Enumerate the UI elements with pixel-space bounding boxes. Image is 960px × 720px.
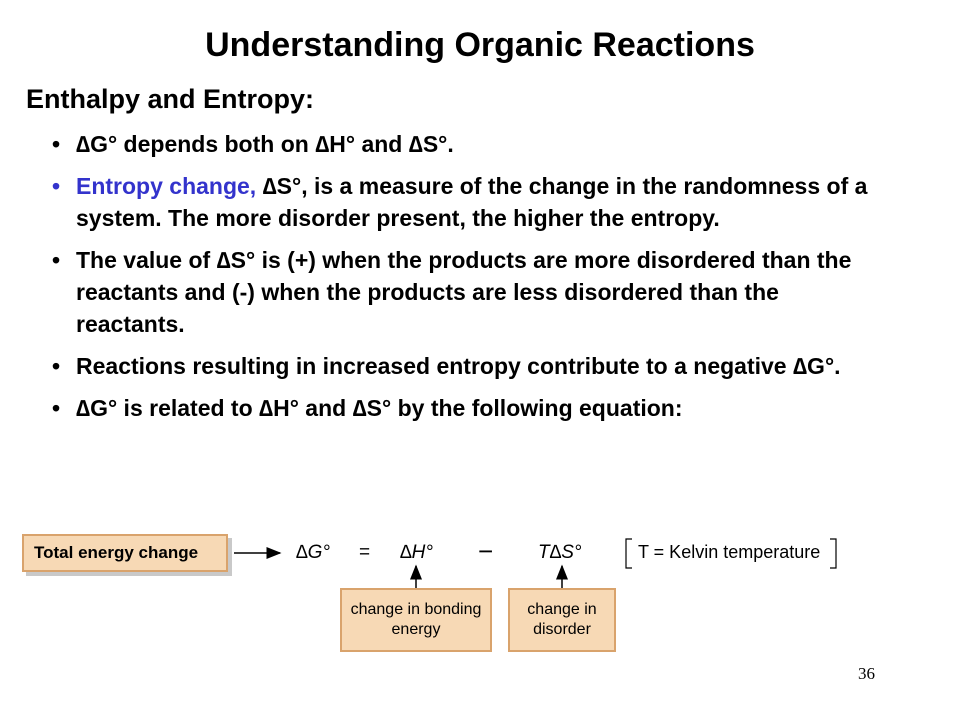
bullet-item: [52, 350, 892, 382]
right-bracket-icon: [830, 539, 836, 568]
page-number: 36: [858, 664, 875, 683]
delta-h-term: ∆H°: [400, 542, 433, 563]
disorder-box: change in disorder: [508, 588, 616, 652]
bullet-text: ∆S°, is a measure of the change in the randomness of a system. The more disorder present, the higher the entropy.: [76, 173, 868, 231]
delta-g-term: ∆G°: [296, 542, 331, 563]
bullet-item: [52, 170, 892, 234]
bullet-icon: •: [52, 353, 61, 379]
bullet-icon: •: [52, 247, 61, 273]
minus-sign: −: [478, 536, 494, 566]
section-heading: Enthalpy and Entropy:: [26, 84, 315, 114]
bullet-item: [52, 392, 892, 424]
bullet-list: [52, 128, 892, 434]
bullet-text: Reactions resulting in increased entropy contribute to a negative ∆G°.: [76, 353, 841, 379]
bonding-energy-box: change in bonding energy: [340, 588, 492, 652]
bullet-icon: •: [52, 173, 61, 199]
bullet-highlight: Entropy change,: [76, 173, 263, 199]
bullet-text: The value of ∆S° is (+) when the products are more disordered than the reactants and (-) when the products are less disordered than the reactants.: [76, 247, 852, 337]
bullet-icon: •: [52, 131, 61, 157]
kelvin-note: T = Kelvin temperature: [638, 542, 821, 562]
t-delta-s-term: T∆S°: [538, 542, 582, 563]
slide-title: Understanding Organic Reactions: [205, 26, 755, 64]
bullet-text: ∆G° depends both on ∆H° and ∆S°.: [76, 131, 454, 157]
bullet-item: [52, 244, 892, 340]
bullet-item: [52, 128, 892, 160]
bullet-text: ∆G° is related to ∆H° and ∆S° by the following equation:: [76, 395, 683, 421]
equals-sign: =: [359, 542, 371, 563]
left-bracket-icon: [626, 539, 632, 568]
bullet-icon: •: [52, 395, 61, 421]
total-energy-label-box: Total energy change: [22, 534, 228, 572]
